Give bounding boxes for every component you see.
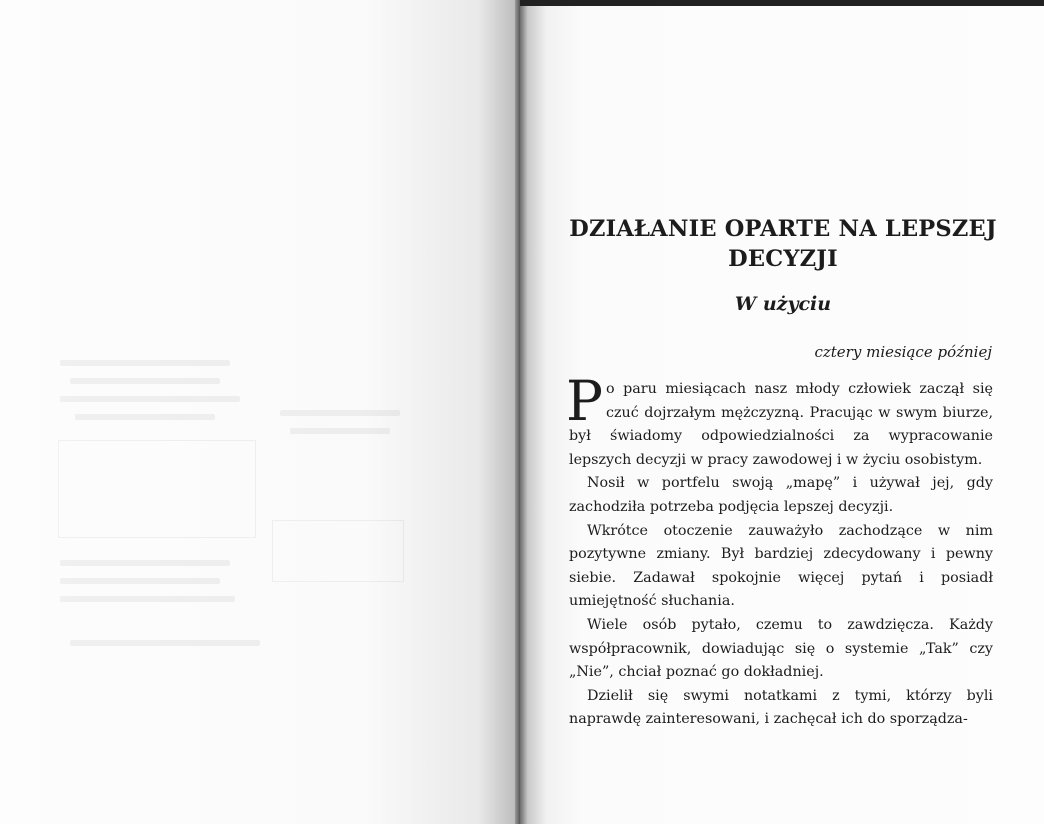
bleed-through	[60, 596, 235, 602]
time-note: cztery miesiące później	[814, 343, 992, 361]
drop-cap-spacer	[569, 366, 993, 378]
bleed-through	[60, 360, 230, 366]
bleed-through	[290, 428, 390, 434]
bleed-through	[60, 396, 240, 402]
left-page	[0, 0, 520, 824]
chapter-title: DZIAŁANIE OPARTE NA LEPSZEJ DECYZJI	[569, 216, 997, 272]
paragraph-2: Nosił w portfelu swoją „mapę” i używał jej, gdy zachodziła potrzeba podjęcia lepszej decyzji.	[569, 475, 993, 515]
bleed-through	[60, 560, 230, 566]
section-title: W użyciu	[734, 293, 832, 315]
body-text	[566, 366, 993, 732]
paragraph-1-text: o paru miesiącach nasz młody człowiek zaczął się czuć dojrzałym mężczyzną. Pracując w swym biurze, był świadomy odpowiedzialności za wypracowanie lepszych decyzji w pracy zawodowej i w życiu osobistym.	[569, 381, 993, 468]
paragraph-3: Wkrótce otoczenie zauważyło zachodzące w nim pozytywne zmiany. Był bardziej zdecydowany i pewny siebie. Zadawał spokojnie więcej pytań i posiadł umiejętność słuchania.	[569, 522, 993, 610]
paragraph-5: Dzielił się swymi notatkami z tymi, którzy byli naprawdę zainteresowani, i zachęcał ich do sporządza-	[569, 687, 993, 728]
paragraph-4: Wiele osób pytało, czemu to zawdzięcza. Każdy współpracownik, dowiadując się o systemie „Tak” czy „Nie”, chciał poznać go dokładniej.	[569, 616, 993, 681]
bleed-through	[280, 410, 400, 416]
bleed-through	[75, 414, 215, 420]
bleed-through	[70, 378, 220, 384]
bleed-through	[272, 520, 404, 582]
bleed-through	[60, 578, 220, 584]
drop-cap: P	[566, 369, 604, 433]
paragraph-1	[566, 369, 993, 472]
bleed-through	[70, 640, 260, 646]
bleed-through	[58, 440, 256, 538]
